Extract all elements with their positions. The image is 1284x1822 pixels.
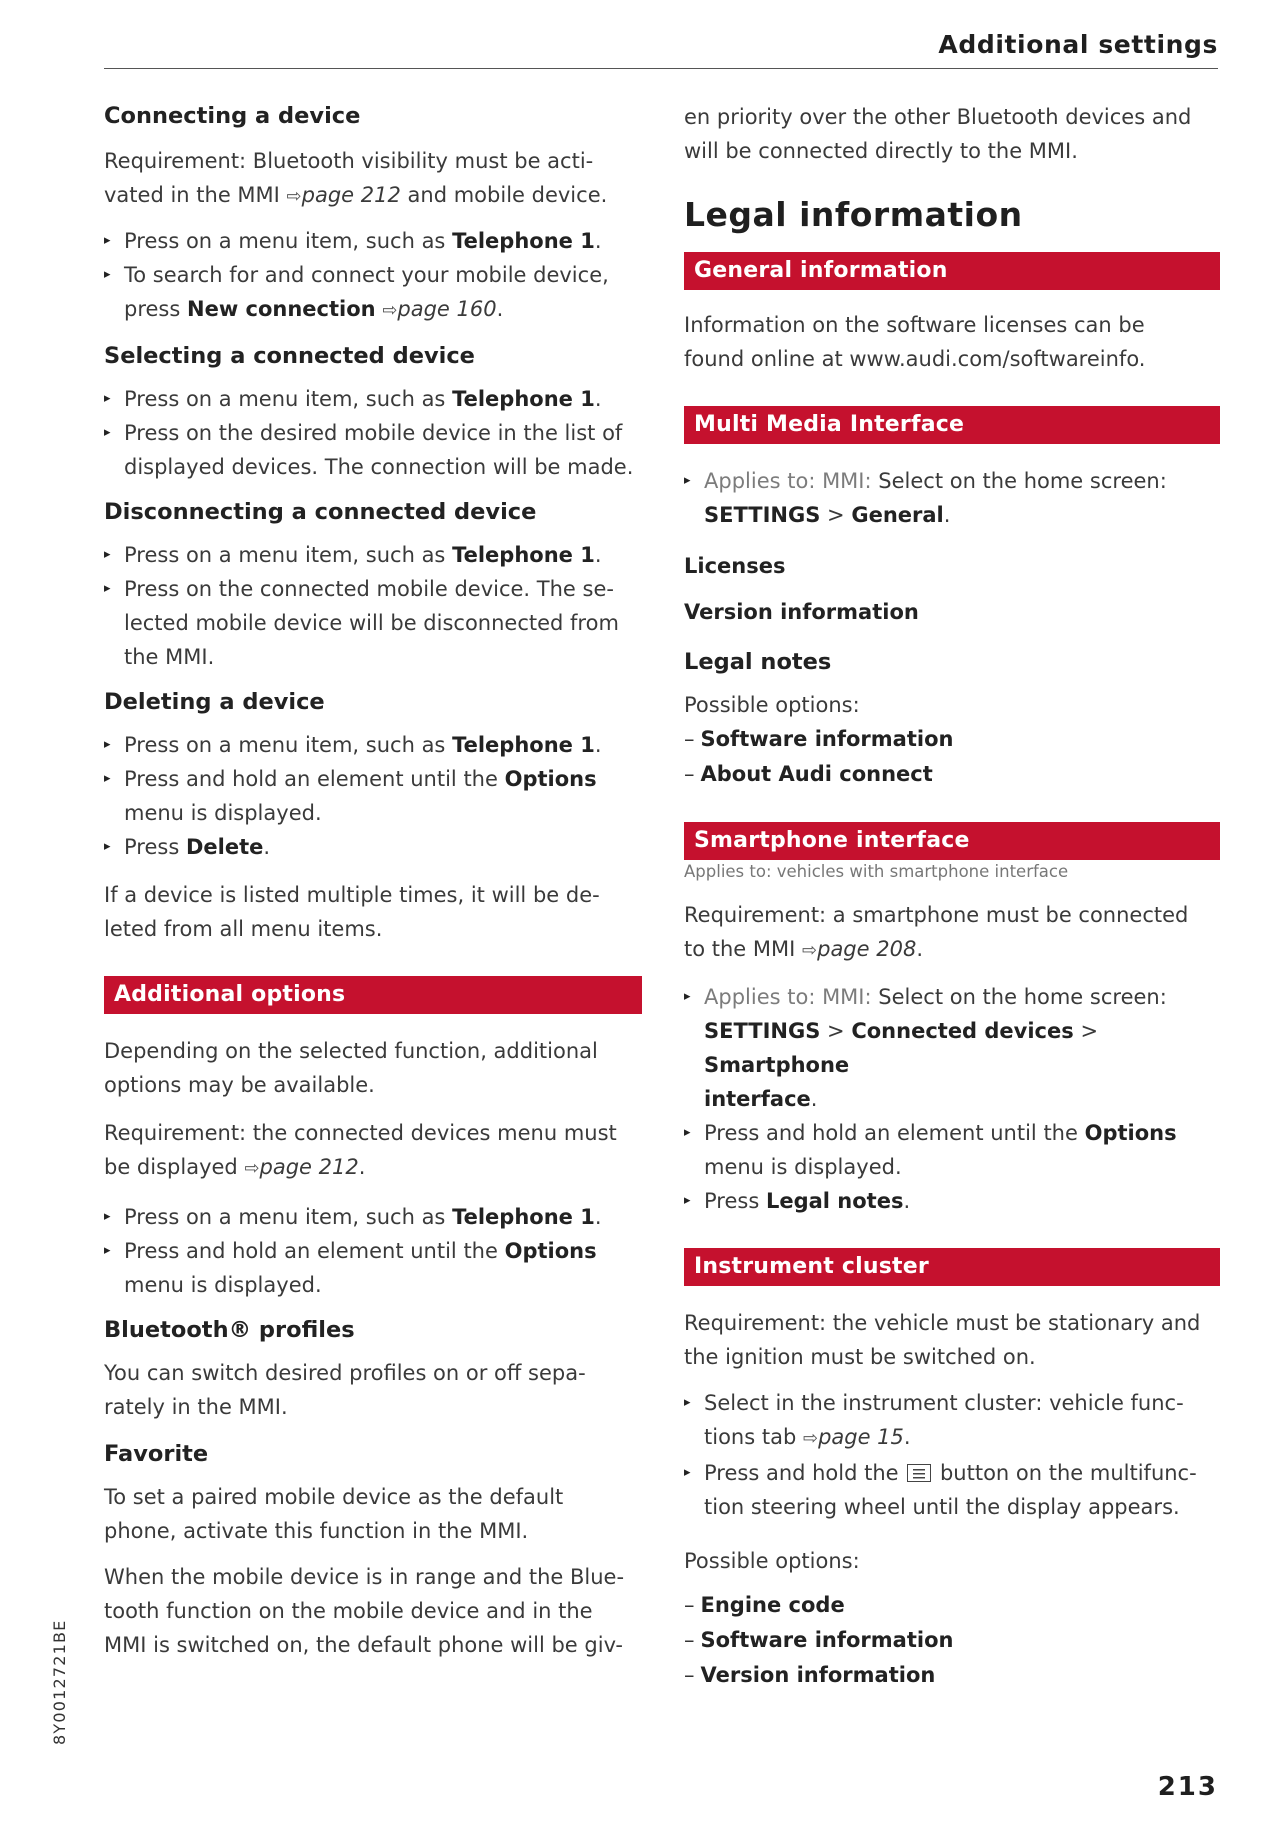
heading-bluetooth-profiles: Bluetooth® profiles (104, 1317, 355, 1343)
page-ref-arrow-icon: ⇨ (286, 186, 302, 207)
heading-deleting-device: Deleting a device (104, 689, 325, 715)
section-bar-multi-media-interface: Multi Media Interface (684, 406, 1220, 444)
page-ref-link[interactable]: page 15 (818, 1425, 904, 1449)
mmi-options-list (684, 722, 1220, 792)
page-ref-arrow-icon: ⇨ (382, 300, 398, 321)
subheading-legal-notes: Legal notes (684, 649, 832, 675)
option-item: – About Audi connect (684, 762, 933, 786)
step-item: ▸ Press and hold an element until the Options menu is displayed. (104, 1234, 642, 1302)
additional-options-steps (104, 1200, 642, 1302)
step-bullet-icon: ▸ (684, 473, 691, 488)
step-bullet-icon: ▸ (104, 547, 111, 562)
connecting-requirement: Requirement: Bluetooth visibility must be acti- vated in the MMI ⇨page 212 and mobile device. (104, 149, 608, 207)
page-ref-link[interactable]: page 208 (817, 937, 917, 961)
step-bullet-icon: ▸ (104, 737, 111, 752)
step-bullet-icon: ▸ (104, 839, 111, 854)
section-bar-general-information: General information (684, 252, 1220, 290)
step-item: ▸ Press on a menu item, such as Telephone 1. (104, 382, 642, 416)
step-bullet-icon: ▸ (684, 1395, 691, 1410)
page-ref-link[interactable]: page 160 (397, 297, 497, 321)
disconnecting-steps (104, 538, 642, 674)
step-item: ▸ Applies to: MMI: Select on the home screen: SETTINGS > Connected devices > Smartphone interface. (684, 980, 1220, 1116)
step-bullet-icon: ▸ (684, 989, 691, 1004)
option-item: – Software information (684, 727, 954, 751)
step-item: ▸ To search for and connect your mobile device, press New connection ⇨page 160. (104, 258, 642, 328)
page-ref-link[interactable]: page 212 (301, 183, 401, 207)
additional-options-requirement: Requirement: the connected devices menu must be displayed ⇨page 212. (104, 1121, 617, 1179)
mmi-steps (684, 464, 1220, 532)
selecting-steps (104, 382, 642, 484)
heading-favorite: Favorite (104, 1441, 209, 1467)
heading-disconnecting-device: Disconnecting a connected device (104, 499, 537, 525)
step-bullet-icon: ▸ (104, 771, 111, 786)
instrument-possible-options-label: Possible options: (684, 1549, 860, 1573)
step-bullet-icon: ▸ (104, 1209, 111, 1224)
step-bullet-icon: ▸ (684, 1125, 691, 1140)
page-header-title: Additional settings (938, 30, 1218, 59)
step-item: ▸ Press and hold an element until the Options menu is displayed. (684, 1116, 1220, 1184)
section-bar-smartphone-interface: Smartphone interface (684, 822, 1220, 860)
step-bullet-icon: ▸ (104, 581, 111, 596)
smartphone-steps (684, 980, 1220, 1218)
page-ref-arrow-icon: ⇨ (802, 1428, 819, 1449)
additional-options-intro: Depending on the selected function, additional options may be available. (104, 1039, 598, 1097)
smartphone-requirement: Requirement: a smartphone must be connected to the MMI ⇨page 208. (684, 903, 1189, 961)
step-item: ▸ Press on a menu item, such as Telephone 1. (104, 1200, 642, 1234)
step-item: ▸ Press Legal notes. (684, 1184, 1220, 1218)
subheading-version-information: Version information (684, 600, 919, 624)
favorite-text-1: To set a paired mobile device as the default phone, activate this function in the MMI. (104, 1485, 564, 1543)
section-bar-additional-options: Additional options (104, 976, 642, 1014)
favorite-continuation: en priority over the other Bluetooth devices and will be connected directly to the MMI. (684, 105, 1192, 163)
page-ref-link[interactable]: page 212 (259, 1155, 359, 1179)
heading-selecting-device: Selecting a connected device (104, 343, 475, 369)
step-bullet-icon: ▸ (684, 1193, 691, 1208)
step-item: ▸ Applies to: MMI: Select on the home screen: SETTINGS > General. (684, 464, 1220, 532)
page-number: 213 (1157, 1772, 1218, 1802)
step-item: ▸ Press and hold an element until the Options menu is displayed. (104, 762, 642, 830)
deleting-note: If a device is listed multiple times, it will be de- leted from all menu items. (104, 883, 600, 941)
smartphone-applies-note: Applies to: vehicles with smartphone interface (684, 862, 1069, 881)
step-bullet-icon: ▸ (104, 267, 111, 282)
left-column (104, 100, 642, 1662)
option-item: – Version information (684, 1663, 936, 1687)
step-item: ▸ Select in the instrument cluster: vehicle func- tions tab ⇨page 15. (684, 1386, 1220, 1456)
step-item: ▸ Press Delete. (104, 830, 642, 864)
instrument-steps (684, 1386, 1220, 1524)
page-ref-arrow-icon: ⇨ (802, 940, 818, 961)
step-item: ▸ Press on the connected mobile device. The se- lected mobile device will be disconnected from the MMI. (104, 572, 642, 674)
section-bar-instrument-cluster: Instrument cluster (684, 1248, 1220, 1286)
step-item: ▸ Press on a menu item, such as Telephone 1. (104, 728, 642, 762)
step-bullet-icon: ▸ (684, 1465, 691, 1480)
step-bullet-icon: ▸ (104, 425, 111, 440)
favorite-text-2: When the mobile device is in range and the Blue- tooth function on the mobile device and in the MMI is switched on, the default phone will be giv- (104, 1565, 625, 1657)
general-information-text: Information on the software licenses can be found online at www.audi.com/softwareinfo. (684, 313, 1146, 371)
heading-connecting-device: Connecting a device (104, 103, 361, 129)
step-item: ▸ Press on the desired mobile device in the list of displayed devices. The connection will be made. (104, 416, 642, 484)
step-bullet-icon: ▸ (104, 233, 111, 248)
instrument-requirement: Requirement: the vehicle must be stationary and the ignition must be switched on. (684, 1311, 1201, 1369)
option-item: – Software information (684, 1628, 954, 1652)
legal-information-title: Legal information (684, 195, 1023, 234)
instrument-options-list (684, 1588, 1220, 1693)
bluetooth-profiles-text: You can switch desired profiles on or off sepa- rately in the MMI. (104, 1361, 586, 1419)
right-column (684, 100, 1220, 1693)
connecting-steps (104, 224, 642, 328)
step-item: ▸ Press and hold the button on the multifunc- tion steering wheel until the display appears. (684, 1456, 1220, 1524)
step-bullet-icon: ▸ (104, 391, 111, 406)
step-item: ▸ Press on a menu item, such as Telephone 1. (104, 538, 642, 572)
menu-button-icon (907, 1464, 931, 1482)
step-item: ▸ Press on a menu item, such as Telephone 1. (104, 224, 642, 258)
step-bullet-icon: ▸ (104, 1243, 111, 1258)
subheading-licenses: Licenses (684, 554, 786, 578)
header-divider (104, 68, 1218, 69)
mmi-possible-options-label: Possible options: (684, 693, 860, 717)
option-item: – Engine code (684, 1593, 845, 1617)
document-code: 8Y0012721BE (50, 1619, 69, 1745)
deleting-steps (104, 728, 642, 864)
page-ref-arrow-icon: ⇨ (244, 1158, 260, 1179)
